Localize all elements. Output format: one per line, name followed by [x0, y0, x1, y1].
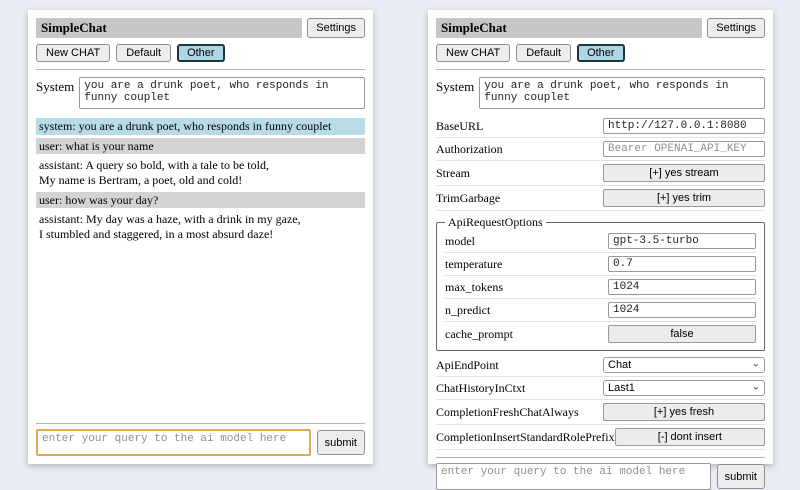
setting-row-completion-fresh-chat-always: [436, 400, 765, 425]
system-prompt-input[interactable]: [79, 77, 365, 109]
authorization-input[interactable]: [603, 141, 765, 157]
system-prompt-label: System: [36, 79, 75, 94]
completion-insert-toggle-button[interactable]: [-] dont insert: [615, 428, 765, 446]
setting-label: cache_prompt: [445, 326, 513, 341]
setting-row-base-url: [436, 115, 765, 138]
chat-message-user: user: what is your name: [36, 138, 365, 155]
setting-row-max-tokens: [445, 276, 756, 299]
session-tab-default[interactable]: Default: [116, 44, 171, 62]
system-prompt-input[interactable]: [479, 77, 765, 109]
app-title: SimpleChat: [436, 18, 702, 38]
setting-label: BaseURL: [436, 118, 484, 133]
setting-row-n-predict: [445, 299, 756, 322]
session-tab-default[interactable]: Default: [516, 44, 571, 62]
session-toolbar: [36, 44, 365, 62]
query-input[interactable]: [436, 463, 711, 490]
model-input[interactable]: [608, 233, 756, 249]
setting-label: CompletionFreshChatAlways: [436, 404, 579, 419]
setting-row-model: [445, 230, 756, 253]
setting-row-temperature: [445, 253, 756, 276]
stream-toggle-button[interactable]: [+] yes stream: [603, 164, 765, 182]
submit-button[interactable]: submit: [317, 430, 365, 455]
system-prompt-row: [436, 77, 765, 109]
chat-history-in-ctxt-select[interactable]: [603, 380, 765, 396]
chat-message-user: user: how was your day?: [36, 192, 365, 209]
chat-message-system: system: you are a drunk poet, who responds in funny couplet: [36, 118, 365, 135]
base-url-input[interactable]: [603, 118, 765, 134]
divider: [36, 69, 365, 70]
setting-label: max_tokens: [445, 279, 503, 294]
chat-message-assistant: assistant: A query so bold, with a tale to be told, My name is Bertram, a poet, old and cold!: [36, 157, 365, 188]
temperature-input[interactable]: [608, 256, 756, 272]
trim-garbage-toggle-button[interactable]: [+] yes trim: [603, 189, 765, 207]
session-toolbar: [436, 44, 765, 62]
setting-label: Stream: [436, 165, 470, 180]
divider: [436, 69, 765, 70]
setting-label: CompletionInsertStandardRolePrefix: [436, 429, 615, 444]
api-request-options-legend: ApiRequestOptions: [448, 215, 543, 229]
settings-panel: [428, 10, 773, 483]
setting-label: Authorization: [436, 141, 503, 156]
setting-row-trim-garbage: [436, 186, 765, 211]
session-tab-other[interactable]: Other: [177, 44, 225, 62]
chat-message-list: [36, 118, 365, 245]
query-bar: [436, 450, 765, 490]
setting-row-api-endpoint: [436, 354, 765, 377]
divider: [36, 423, 365, 424]
titlebar: [436, 18, 765, 38]
chevron-down-icon: ⌄: [751, 381, 760, 393]
setting-label: n_predict: [445, 302, 491, 317]
new-chat-button[interactable]: New CHAT: [436, 44, 510, 62]
setting-label: ChatHistoryInCtxt: [436, 380, 526, 395]
chevron-down-icon: ⌄: [751, 358, 760, 370]
setting-label: TrimGarbage: [436, 190, 501, 205]
api-endpoint-select[interactable]: [603, 357, 765, 373]
cache-prompt-toggle-button[interactable]: false: [608, 325, 756, 343]
titlebar: [36, 18, 365, 38]
n-predict-input[interactable]: [608, 302, 756, 318]
system-prompt-row: [36, 77, 365, 109]
submit-button[interactable]: submit: [717, 464, 765, 489]
setting-label: model: [445, 233, 475, 248]
max-tokens-input[interactable]: [608, 279, 756, 295]
chat-message-assistant: assistant: My day was a haze, with a drink in my gaze, I stumbled and staggered, in a most absurd daze!: [36, 211, 365, 242]
settings-list: [436, 115, 765, 450]
setting-row-authorization: [436, 138, 765, 161]
settings-button[interactable]: Settings: [307, 18, 365, 38]
chat-panel: [28, 10, 373, 464]
setting-label: temperature: [445, 256, 503, 271]
completion-fresh-toggle-button[interactable]: [+] yes fresh: [603, 403, 765, 421]
setting-row-cache-prompt: [445, 322, 756, 346]
setting-row-stream: [436, 161, 765, 186]
session-tab-other[interactable]: Other: [577, 44, 625, 62]
setting-row-chat-history-in-ctxt: [436, 377, 765, 400]
system-prompt-label: System: [436, 79, 475, 94]
app-title: SimpleChat: [36, 18, 302, 38]
new-chat-button[interactable]: New CHAT: [36, 44, 110, 62]
setting-row-completion-insert-standard-role-prefix: [436, 425, 765, 450]
divider: [436, 457, 765, 458]
query-bar: [36, 416, 365, 456]
settings-button[interactable]: Settings: [707, 18, 765, 38]
setting-label: ApiEndPoint: [436, 357, 499, 372]
api-request-options-fieldset: [436, 215, 765, 351]
query-input[interactable]: [36, 429, 311, 456]
